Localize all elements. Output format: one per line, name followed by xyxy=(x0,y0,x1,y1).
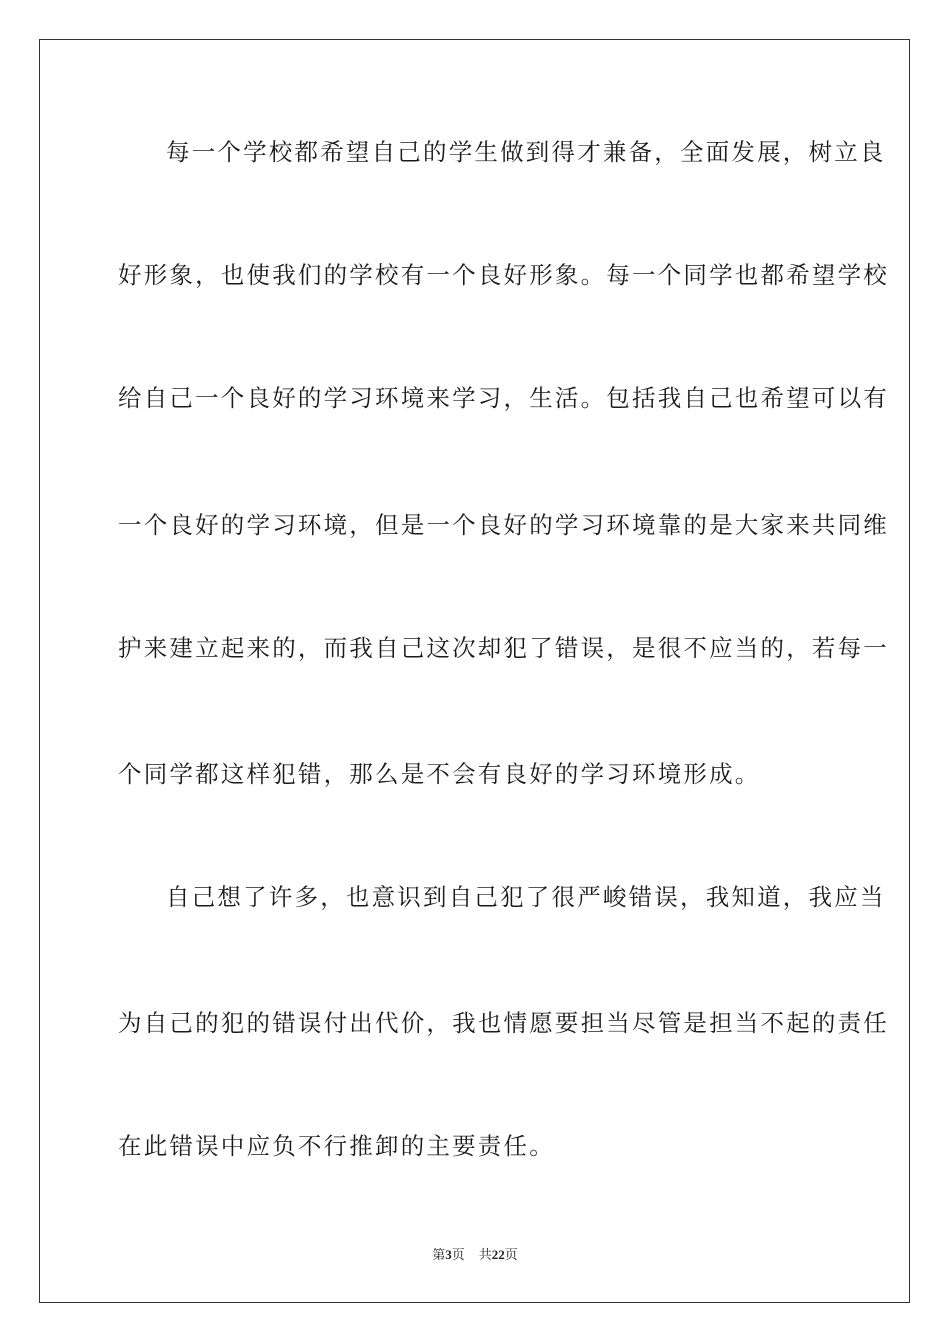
page-prefix: 第 xyxy=(432,1247,446,1262)
paragraph-1-line-5: 护来建立起来的，而我自己这次却犯了错误，是很不应当的，若每一 xyxy=(118,634,889,662)
page-border xyxy=(39,39,910,1303)
total-prefix: 共 xyxy=(478,1247,492,1262)
paragraph-1-line-1: 每一个学校都希望自己的学生做到得才兼备，全面发展，树立良 xyxy=(166,138,886,166)
paragraph-1-line-4: 一个良好的学习环境，但是一个良好的学习环境靠的是大家来共同维 xyxy=(118,511,889,539)
total-suffix: 页 xyxy=(504,1247,518,1262)
paragraph-2-line-3: 在此错误中应负不行推卸的主要责任。 xyxy=(118,1132,555,1160)
page-number: 3 xyxy=(445,1247,452,1262)
page-suffix: 页 xyxy=(451,1247,465,1262)
paragraph-1-line-6: 个同学都这样犯错，那么是不会有良好的学习环境形成。 xyxy=(118,760,761,788)
paragraph-1-line-2: 好形象，也使我们的学校有一个良好形象。每一个同学也都希望学校 xyxy=(118,261,889,289)
paragraph-1-line-3: 给自己一个良好的学习环境来学习，生活。包括我自己也希望可以有 xyxy=(118,384,889,412)
paragraph-2-line-2: 为自己的犯的错误付出代价，我也情愿要担当尽管是担当不起的责任 xyxy=(118,1009,889,1037)
total-pages: 22 xyxy=(491,1247,505,1262)
paragraph-2-line-1: 自己想了许多，也意识到自己犯了很严峻错误，我知道，我应当 xyxy=(166,883,886,911)
page-footer xyxy=(0,1246,950,1264)
